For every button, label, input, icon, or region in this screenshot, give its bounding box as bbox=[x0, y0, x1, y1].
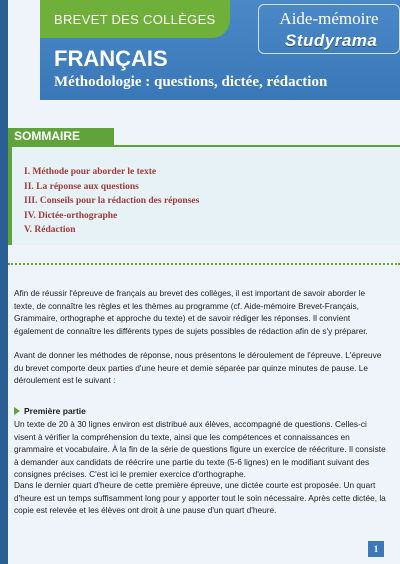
section-heading bbox=[14, 406, 86, 416]
page-edge-stripe bbox=[0, 0, 8, 564]
series-band bbox=[40, 0, 230, 38]
exam-overview-paragraph: Avant de donner les méthodes de réponse, nous présentons le déroulement de l'épreuve. L'épreuve du brevet comporte deux parties d'une heure et demie séparée par quinze minutes de pause. Le déroulement est le suivant : bbox=[14, 350, 382, 386]
page-subtitle: Méthodologie : questions, dictée, rédaction bbox=[54, 74, 328, 90]
collection-label: Aide-mémoire bbox=[279, 9, 379, 28]
sommaire-item: III. Conseils pour la rédaction des réponses bbox=[24, 196, 200, 206]
sommaire-box bbox=[8, 147, 400, 245]
intro-paragraph: Afin de réussir l'épreuve de français au brevet des collèges, il est important de savoir aborder le texte, de connaître les règles et les thèmes au programme (cf. Aide-mémoire Brevet-Français, Grammaire, orthographe et approche du texte) et de savoir rédiger les réponses. Il convient également de connaître les différents types de sujets possibles de rédaction afin de s'y préparer. bbox=[14, 288, 368, 336]
sommaire-item: IV. Dictée-orthographe bbox=[24, 210, 118, 221]
section-heading-label: Première partie bbox=[24, 406, 86, 416]
dotted-divider bbox=[8, 263, 400, 265]
page-number: 1 bbox=[368, 541, 384, 557]
sommaire-item: I. Méthode pour aborder le texte bbox=[24, 167, 157, 177]
triangle-bullet-icon bbox=[14, 407, 20, 415]
sommaire-item: II. La réponse aux questions bbox=[24, 181, 139, 192]
brand-logo: Studyrama bbox=[285, 31, 378, 50]
series-label: BREVET DES COLLÈGES bbox=[54, 12, 216, 27]
sommaire-list bbox=[24, 165, 199, 238]
header-banner bbox=[40, 0, 400, 100]
first-part-paragraph: Un texte de 20 à 30 lignes environ est distribué aux élèves, accompagné de questions. Celles-ci visent à vérifier la compréhension du texte, ainsi que les compétences et connaissances en grammaire et vocabulaire. À la fin de la série de questions figure un exercice de réécriture. Il consiste à demander aux candidats de réécrire une partie du texte (5-6 lignes) en le modifiant suivant des consignes précises. C'est ici le premier exercice d'orthographe. bbox=[14, 419, 386, 480]
sommaire-heading: SOMMAIRE bbox=[8, 128, 114, 145]
sommaire-item: V. Rédaction bbox=[24, 225, 76, 235]
brand-box bbox=[258, 4, 400, 54]
page-title: FRANÇAIS bbox=[54, 46, 168, 71]
dictation-paragraph: Dans le dernier quart d'heure de cette première épreuve, une dictée courte est proposée. Un quart d'heure est un temps suffisamment long pour y apporter tout le soin nécessaire. Après cette dictée, la copie est relevée et les élèves ont droit à une pause d'un quart d'heure. bbox=[14, 480, 386, 516]
